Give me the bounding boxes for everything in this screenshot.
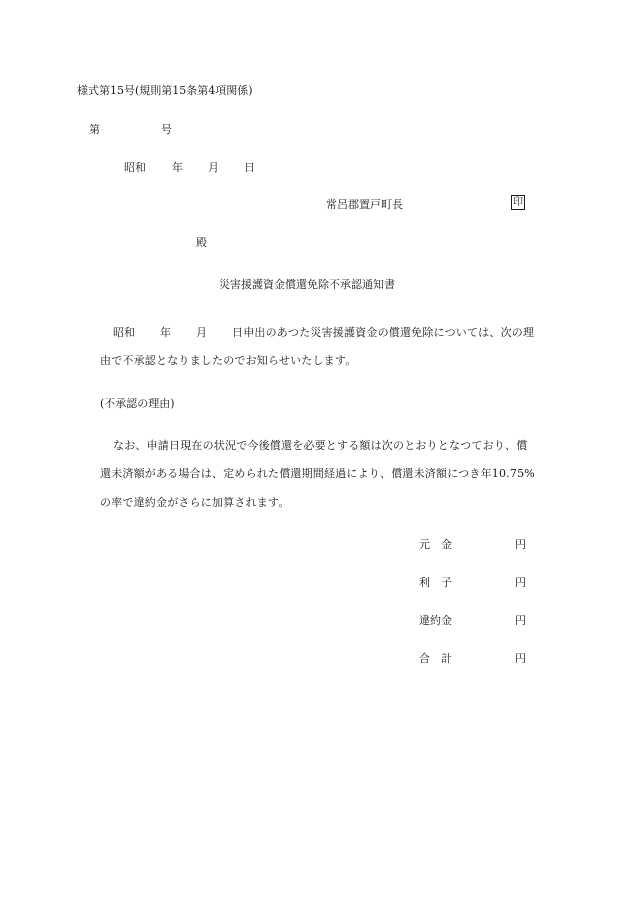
date-day: 日	[244, 161, 255, 174]
amount-label-interest: 利 子	[419, 576, 452, 589]
date-era: 昭和	[124, 161, 146, 174]
form-label: 様式第15号(規則第15条第4項関係)	[77, 84, 253, 97]
date-year: 年	[172, 161, 183, 174]
amount-label-penalty: 違約金	[419, 614, 452, 627]
amount-label-principal: 元 金	[419, 538, 452, 551]
seal-mark: 印	[513, 197, 523, 208]
p1-line2: 由で不承認となりましたのでお知らせいたします。	[100, 354, 357, 367]
issuer-name: 常呂郡置戸町長	[326, 198, 403, 211]
amount-unit-total: 円	[515, 652, 526, 665]
reason-heading: (不承認の理由)	[100, 397, 175, 410]
amount-label-total: 合 計	[419, 652, 452, 665]
date-month: 月	[208, 161, 219, 174]
p1-era: 昭和	[113, 326, 135, 339]
p2-line2: 還未済額がある場合は、定められた償還期間経過により、償還未済額につき年10.75%	[100, 467, 535, 480]
p1-year: 年	[160, 326, 171, 339]
amount-unit-penalty: 円	[515, 614, 526, 627]
amount-unit-interest: 円	[515, 576, 526, 589]
p2-line3: の率で違約金がさらに加算されます。	[100, 496, 290, 509]
amount-unit-principal: 円	[515, 538, 526, 551]
doc-number-suffix: 号	[161, 123, 172, 136]
p2-line1: なお、申請日現在の状況で今後償還を必要とする額は次のとおりとなつており、償	[113, 439, 528, 452]
addressee-suffix: 殿	[196, 236, 207, 249]
document-title: 災害援護資金償還免除不承認通知書	[219, 278, 395, 291]
p1-month: 月	[196, 326, 207, 339]
doc-number-prefix: 第	[89, 123, 100, 136]
p1-line1-text: 日申出のあつた災害援護資金の償還免除については、次の理	[232, 326, 535, 339]
